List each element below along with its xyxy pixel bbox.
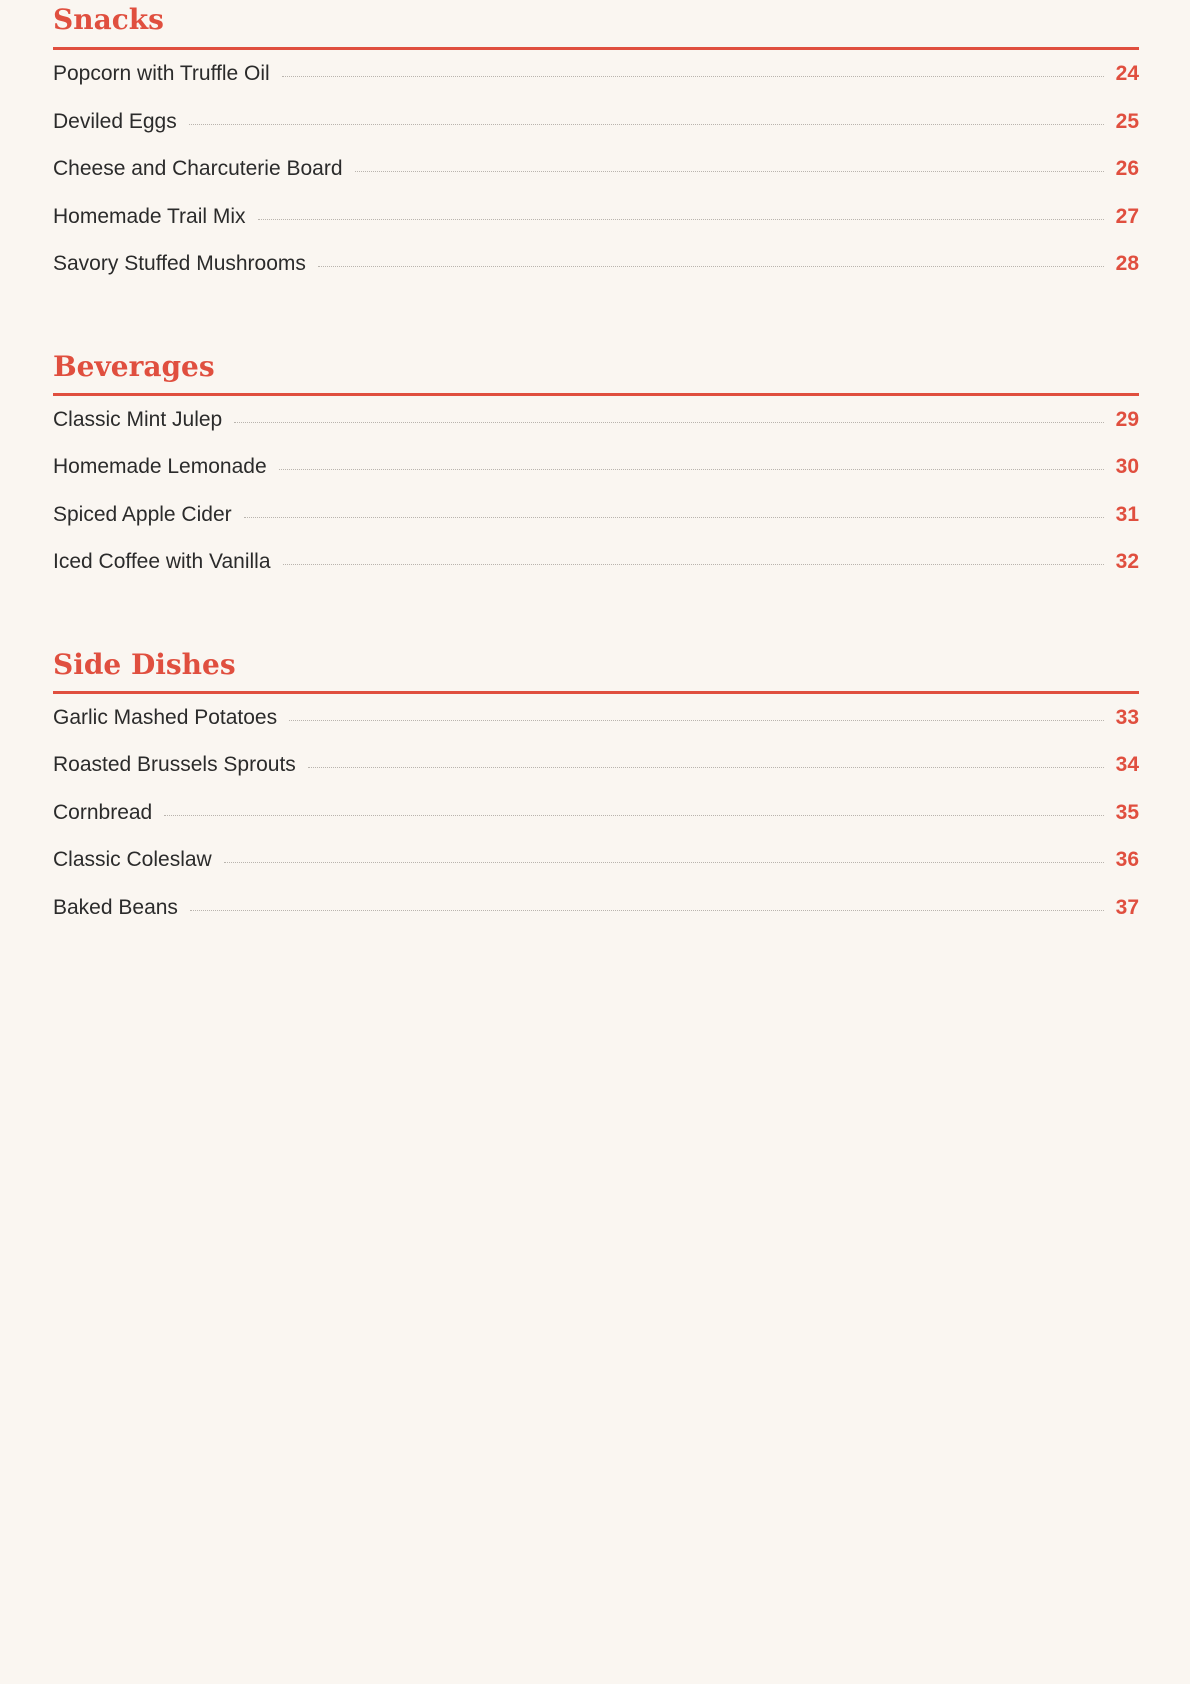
item-name: Garlic Mashed Potatoes	[53, 705, 278, 729]
section-beverages	[53, 346, 1139, 598]
page-number: 32	[1115, 550, 1139, 573]
list-item[interactable]	[53, 110, 1139, 158]
section-title: Beverages	[53, 346, 1139, 396]
list-item[interactable]	[53, 252, 1139, 300]
item-name: Baked Beans	[53, 895, 178, 919]
item-name: Iced Coffee with Vanilla	[53, 550, 271, 573]
item-name: Classic Mint Julep	[53, 407, 223, 431]
page-number: 30	[1115, 455, 1139, 478]
table-of-contents	[53, 0, 1139, 989]
dot-leader	[190, 909, 1104, 911]
item-name: Homemade Lemonade	[53, 455, 267, 478]
list-item[interactable]	[53, 205, 1139, 253]
page-number: 29	[1115, 407, 1139, 431]
list-item[interactable]	[53, 896, 1139, 944]
page-number: 33	[1115, 705, 1139, 729]
page-number: 25	[1115, 109, 1139, 133]
list-item[interactable]	[53, 62, 1139, 110]
dot-leader	[164, 814, 1103, 816]
section-side-dishes	[53, 644, 1139, 944]
list-item[interactable]	[53, 550, 1139, 598]
dot-leader	[244, 516, 1104, 518]
list-item[interactable]	[53, 801, 1139, 849]
dot-leader	[355, 170, 1104, 172]
item-name: Cheese and Charcuterie Board	[53, 157, 343, 180]
page-number: 31	[1115, 502, 1139, 526]
dot-leader	[308, 766, 1104, 768]
page-number: 27	[1115, 204, 1139, 228]
page-number: 24	[1115, 62, 1139, 85]
item-list	[53, 62, 1139, 300]
dot-leader	[279, 468, 1104, 470]
list-item[interactable]	[53, 753, 1139, 801]
item-name: Spiced Apple Cider	[53, 502, 232, 526]
item-name: Deviled Eggs	[53, 109, 177, 133]
section-title: Snacks	[53, 0, 1139, 50]
item-list	[53, 706, 1139, 944]
dot-leader	[189, 123, 1104, 125]
page-number: 36	[1115, 848, 1139, 871]
page-number: 35	[1115, 800, 1139, 824]
dot-leader	[318, 265, 1104, 267]
item-name: Savory Stuffed Mushrooms	[53, 252, 306, 275]
dot-leader	[234, 421, 1103, 423]
section-title: Side Dishes	[53, 644, 1139, 694]
dot-leader	[282, 75, 1104, 77]
page-number: 26	[1115, 157, 1139, 180]
list-item[interactable]	[53, 503, 1139, 551]
item-name: Cornbread	[53, 800, 153, 824]
list-item[interactable]	[53, 157, 1139, 205]
list-item[interactable]	[53, 408, 1139, 456]
dot-leader	[283, 563, 1104, 565]
dot-leader	[224, 861, 1104, 863]
item-name: Homemade Trail Mix	[53, 204, 246, 228]
list-item[interactable]	[53, 848, 1139, 896]
item-name: Popcorn with Truffle Oil	[53, 62, 270, 85]
item-list	[53, 408, 1139, 598]
section-snacks	[53, 0, 1139, 300]
page-number: 34	[1115, 753, 1139, 776]
dot-leader	[258, 218, 1104, 220]
page-number: 37	[1115, 895, 1139, 919]
item-name: Roasted Brussels Sprouts	[53, 753, 296, 776]
list-item[interactable]	[53, 706, 1139, 754]
item-name: Classic Coleslaw	[53, 848, 212, 871]
dot-leader	[289, 719, 1104, 721]
page-number: 28	[1115, 252, 1139, 275]
list-item[interactable]	[53, 455, 1139, 503]
